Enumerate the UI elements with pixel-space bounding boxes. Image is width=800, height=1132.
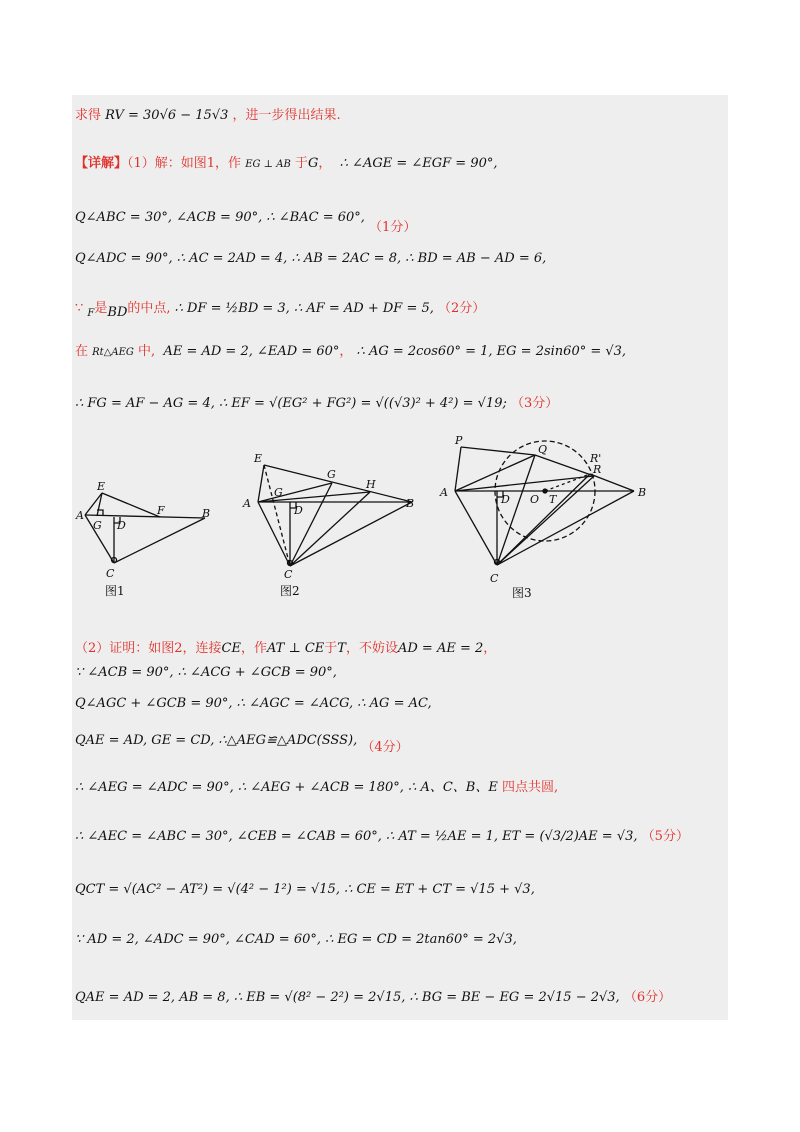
l8-text: （2）证明：如图2，连接 (75, 641, 222, 656)
fig3-label-r: R (593, 463, 602, 476)
score-4: （4分） (361, 740, 409, 755)
fig3-label-p: P (455, 434, 463, 447)
fig1-label-e: E (97, 480, 106, 493)
l6-zhong: 中, (138, 344, 156, 359)
fig3-label-a: A (440, 486, 448, 499)
fig2-label-c: C (284, 568, 293, 581)
fig2-label-e: E (254, 452, 263, 465)
l2-comma: ， (318, 156, 332, 171)
fig3-label-b: B (638, 486, 647, 499)
line-7 (75, 392, 558, 411)
l8-t: T (337, 641, 346, 656)
l8-assume: ，不妨设 (345, 641, 398, 656)
fig3-label-c: C (490, 572, 499, 585)
fig3-label-o: O (530, 493, 540, 506)
figure-1 (85, 493, 205, 563)
l2-g: G (307, 156, 319, 171)
fig3-label-t: T (549, 493, 557, 506)
l6-result: ∴ AG = 2cos60° = 1, EG = 2sin60° = √3, (356, 344, 627, 359)
l14-formula: QCT = √(AC² − AT²) = √(4² − 1²) = √15, ∴ CE = ET + CT = √15 + √3, (75, 882, 535, 897)
fig3-label-r-prime: R' (590, 452, 602, 465)
l5-midpoint: 的中点, (127, 301, 171, 316)
fig1-label-a: A (76, 509, 84, 522)
l5-af: ∴ AF = AD + DF = 5, (293, 301, 434, 316)
l11-formula: QAE = AD, GE = CD, ∴△AEG≌△ADC(SSS), (75, 733, 358, 748)
l2-formula: ∴ ∠AGE = ∠EGF = 90°, (339, 156, 498, 171)
l10-formula: Q∠AGC + ∠GCB = 90°, ∴ ∠AGC = ∠ACG, ∴ AG = AC, (75, 696, 432, 711)
l8-at-ce: AT ⊥ CE (267, 641, 325, 656)
fig2-caption: 图2 (280, 584, 300, 598)
fig2-label-d: D (294, 504, 303, 517)
score-1: （1分） (369, 220, 417, 235)
line-12 (75, 776, 558, 795)
fig2-segment-cb (290, 502, 412, 566)
score-3: （3分） (511, 396, 559, 411)
line-9 (75, 665, 337, 680)
l6-comma: ， (339, 344, 353, 359)
line-5 (75, 297, 486, 320)
fig1-label-b: B (202, 507, 211, 520)
fig3-segment-qr (535, 455, 594, 476)
line-4 (75, 251, 546, 266)
l8-comma: ， (483, 641, 497, 656)
fig2-segment-eb (264, 465, 412, 502)
l2-text: （1）解：如图1，作 (127, 156, 242, 171)
line-11 (75, 729, 409, 755)
l8-ce: CE (221, 641, 241, 656)
fig1-label-f: F (157, 504, 165, 517)
fig2-segment-ac (258, 502, 290, 566)
line-1 (75, 104, 341, 123)
line-3 (75, 206, 417, 235)
fig1-label-c: C (106, 567, 115, 580)
l12-concyclic: 四点共圆, (501, 780, 559, 795)
l6-zai: 在 (75, 344, 89, 359)
l8-zuo: ，作 (240, 641, 267, 656)
line-14 (75, 882, 535, 897)
l5-df: ∴ DF = ½BD = 3, (174, 301, 290, 316)
line-2 (75, 152, 498, 171)
fig3-caption: 图3 (512, 586, 532, 600)
line-15 (75, 932, 517, 947)
fig2-label-g-top: G (327, 468, 336, 481)
l2-yu: 于 (294, 156, 308, 171)
score-5: （5分） (641, 829, 689, 844)
l3-formula: Q∠ABC = 30°, ∠ACB = 90°, ∴ ∠BAC = 60°, (75, 210, 365, 225)
l1-formula: RV = 30√6 − 15√3 (105, 108, 229, 123)
l8-ad-ae: AD = AE = 2 (397, 641, 484, 656)
l1-suffix: ，进一步得出结果. (232, 108, 341, 123)
fig1-segment-cb (114, 518, 205, 563)
l2-detail-tag: 【详解】 (75, 156, 128, 171)
score-6: （6分） (623, 990, 672, 1005)
figure-3 (455, 441, 634, 565)
fig1-segment-ef (102, 493, 160, 517)
l13-formula: ∴ ∠AEC = ∠ABC = 30°, ∠CEB = ∠CAB = 60°, ∴ AT = ½AE = 1, ET = (√3/2)AE = √3, (75, 829, 638, 844)
fig3-segment-ap (455, 447, 461, 491)
l2-eg-ab: EG ⊥ AB (245, 159, 291, 170)
l16-formula: QAE = AD = 2, AB = 8, ∴ EB = √(8² − 2²) = 2√15, ∴ BG = BE − EG = 2√15 − 2√3, (75, 990, 620, 1005)
l1-prefix: 求得 (75, 108, 102, 123)
l6-given: AE = AD = 2, ∠EAD = 60° (163, 344, 340, 359)
l6-triangle: Rt△AEG (92, 347, 134, 358)
fig1-label-d: D (117, 519, 126, 532)
line-8 (75, 637, 496, 656)
l5-bd: BD (107, 305, 128, 320)
fig1-caption: 图1 (105, 584, 125, 598)
figures (72, 430, 672, 610)
l8-yu: 于 (324, 641, 338, 656)
fig2-label-g: G (274, 486, 283, 499)
fig2-segment-ae (258, 465, 264, 502)
line-16 (75, 986, 671, 1005)
fig3-segment-ar (455, 476, 594, 491)
l5-because: ∵ (75, 301, 84, 316)
fig3-segment-pq (461, 447, 535, 455)
fig2-segment-ec-dashed (264, 465, 290, 566)
fig2-label-h: H (366, 478, 376, 491)
fig3-label-d: D (501, 493, 510, 506)
fig2-label-b: B (406, 497, 415, 510)
line-6 (75, 340, 626, 359)
score-2: （2分） (438, 301, 486, 316)
fig3-segment-qc (497, 455, 535, 565)
fig2-label-a: A (243, 497, 251, 510)
fig3-segment-rb (590, 474, 634, 491)
line-13 (75, 825, 689, 844)
line-10 (75, 696, 432, 711)
l12-formula: ∴ ∠AEG = ∠ADC = 90°, ∴ ∠AEG + ∠ACB = 180°, ∴ A、C、B、E (75, 780, 498, 795)
l5-shi: 是 (94, 301, 108, 316)
fig3-segment-ac (455, 491, 497, 565)
l4-formula: Q∠ADC = 90°, ∴ AC = 2AD = 4, ∴ AB = 2AC = 8, ∴ BD = AB − AD = 6, (75, 251, 547, 266)
l5-f: F (87, 308, 95, 319)
l15-formula: ∵ AD = 2, ∠ADC = 90°, ∠CAD = 60°, ∴ EG = CD = 2tan60° = 2√3, (75, 932, 517, 947)
l7-formula: ∴ FG = AF − AG = 4, ∴ EF = √(EG² + FG²) = √((√3)² + 4²) = √19; (75, 396, 507, 411)
fig3-label-q: Q (538, 443, 548, 456)
fig1-label-g: G (93, 519, 102, 532)
l9-formula: ∵ ∠ACB = 90°, ∴ ∠ACG + ∠GCB = 90°, (75, 665, 337, 680)
fig3-point-o (543, 489, 547, 493)
